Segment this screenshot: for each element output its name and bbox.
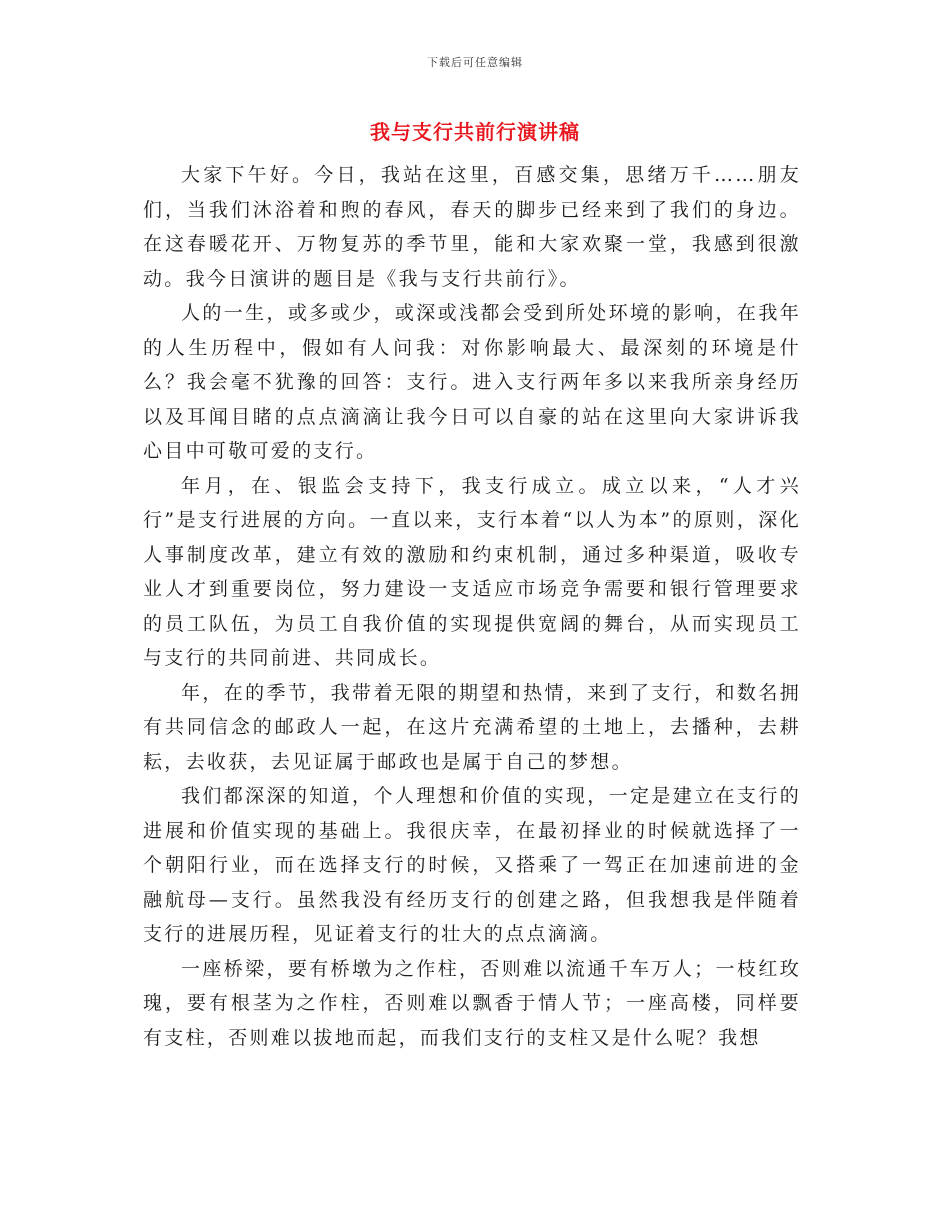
paragraph-6: 一座桥梁，要有桥墩为之作柱，否则难以流通千车万人；一枝红玫瑰，要有根茎为之作柱，否则难以飘香于情人节；一座高楼，同样要有支柱，否则难以拔地而起，而我们支行的支柱又是什么呢？我想 [143,957,801,1049]
header-note: 下载后可任意编辑 [427,56,523,69]
speech-body [143,158,801,1055]
page-title: 我与支行共前行演讲稿 [370,120,580,144]
paragraph-3: 年月，在、银监会支持下，我支行成立。成立以来，“人才兴行”是支行进展的方向。一直以来，支行本着“以人为本”的原则，深化人事制度改革，建立有效的激励和约束机制，通过多种渠道，吸收专业人才到重要岗位，努力建设一支适应市场竞争需要和银行管理要求的员工队伍，为员工自我价值的实现提供宽阔的舞台，从而实现员工与支行的共同前进、共同成长。 [143,474,801,669]
paragraph-1: 大家下午好。今日，我站在这里，百感交集，思绪万千……朋友们，当我们沐浴着和煦的春风，春天的脚步已经来到了我们的身边。在这春暖花开、万物复苏的季节里，能和大家欢聚一堂，我感到很激动。我今日演讲的题目是《我与支行共前行》。 [143,164,801,290]
paragraph-2: 人的一生，或多或少，或深或浅都会受到所处环境的影响，在我年的人生历程中，假如有人问我：对你影响最大、最深刻的环境是什么？我会毫不犹豫的回答：支行。进入支行两年多以来我所亲身经历以及耳闻目睹的点点滴滴让我今日可以自豪的站在这里向大家讲诉我心目中可敬可爱的支行。 [143,302,801,462]
paragraph-4: 年，在的季节，我带着无限的期望和热情，来到了支行，和数名拥有共同信念的邮政人一起，在这片充满希望的土地上，去播种，去耕耘，去收获，去见证属于邮政也是属于自己的梦想。 [143,681,801,773]
paragraph-5: 我们都深深的知道，个人理想和价值的实现，一定是建立在支行的进展和价值实现的基础上。我很庆幸，在最初择业的时候就选择了一个朝阳行业，而在选择支行的时候，又搭乘了一驾正在加速前进的金融航母—支行。虽然我没有经历支行的创建之路，但我想我是伴随着支行的进展历程，见证着支行的壮大的点点滴滴。 [143,785,801,945]
